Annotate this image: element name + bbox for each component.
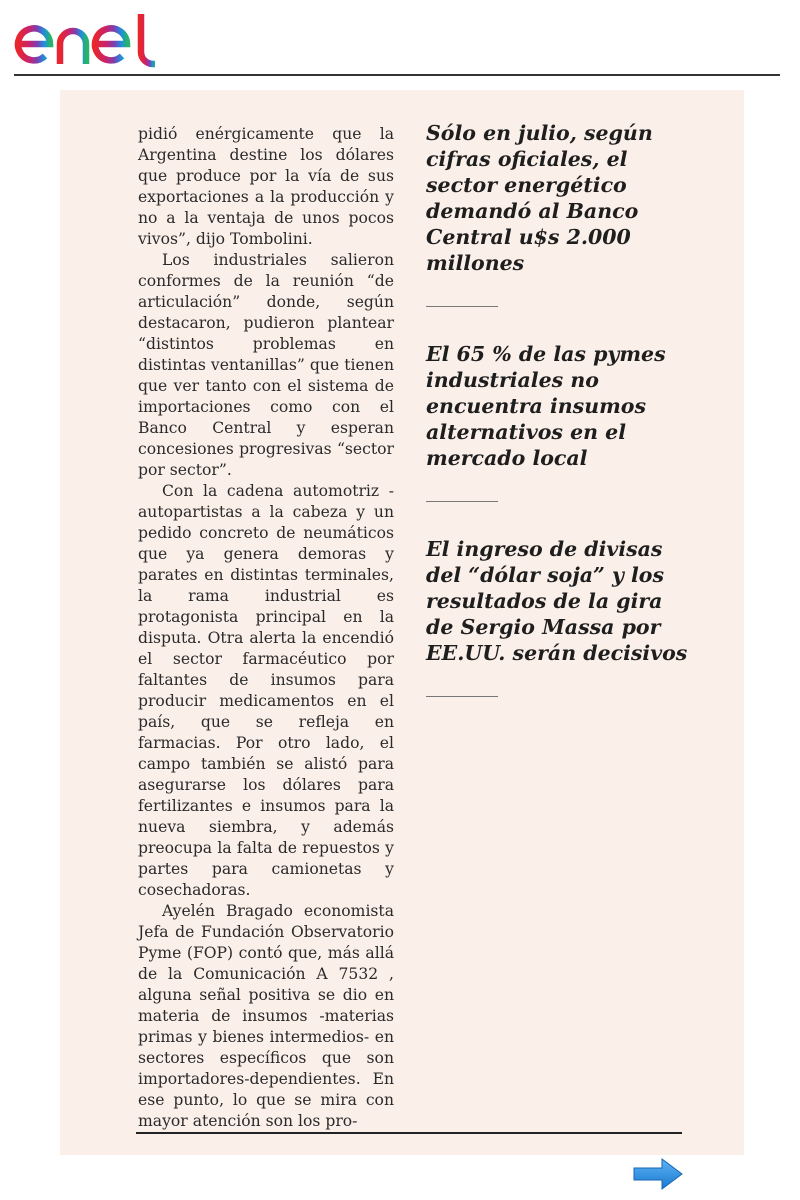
pullquote-divider [426, 306, 498, 307]
enel-logo [14, 8, 174, 70]
pullquote: Sólo en julio, según cifras oficiales, el sector energético demandó al Banco Central u$s 2.000 millones [426, 121, 653, 275]
arrow-right-icon[interactable] [632, 1157, 684, 1191]
paragraph: Con la cadena automotriz -autopartistas a la cabeza y un pedido concreto de neumáticos que ya genera demoras y parates en distintas terminales, la rama industrial es protagonista principal en la disputa. Otra alerta la encendió el sector farmacéutico por faltantes de insumos para producir medicamentos en el país, que se refleja en farmacias. Por otro lado, el campo también se alistó para asegurarse los dólares para fertilizantes e insumos para la nueva siembra, y además preocupa la falta de repuestos y partes para camionetas y cosechadoras. [138, 482, 394, 899]
footer-rule [136, 1132, 682, 1134]
paragraph: Los industriales salieron conformes de la reunión “de articulación” donde, según destacaron, pudieron plantear “distintos problemas en distintas ventanillas” que tienen que ver tanto con el sistema de importaciones como con el Banco Central y esperan concesiones progresivas “sector por sector”. [138, 251, 394, 479]
pullquote-divider [426, 501, 498, 502]
pullquote-column [426, 120, 688, 731]
pullquote: El ingreso de divisas del “dólar soja” y los resultados de la gira de Sergio Massa por EE.UU. serán decisivos [426, 537, 688, 665]
article-page [60, 90, 744, 1155]
paragraph: pidió enérgicamente que la Argentina destine los dólares que produce por la vía de sus exportaciones a la producción y no a la ventaja de unos pocos vivos”, dijo Tombolini. [138, 125, 394, 248]
article-body [138, 124, 394, 1132]
pullquote: El 65 % de las pymes industriales no encuentra insumos alternativos en el mercado local [426, 342, 666, 470]
paragraph: Ayelén Bragado economista Jefa de Fundación Observatorio Pyme (FOP) contó que, más allá de la Comunicación A 7532 , alguna señal positiva se dio en materia de insumos -materias primas y bienes intermedios- en sectores específicos que son importadores-dependientes. En ese punto, lo que se mira con mayor atención son los pro- [138, 902, 394, 1130]
pullquote-divider [426, 696, 498, 697]
header-rule [14, 74, 780, 76]
